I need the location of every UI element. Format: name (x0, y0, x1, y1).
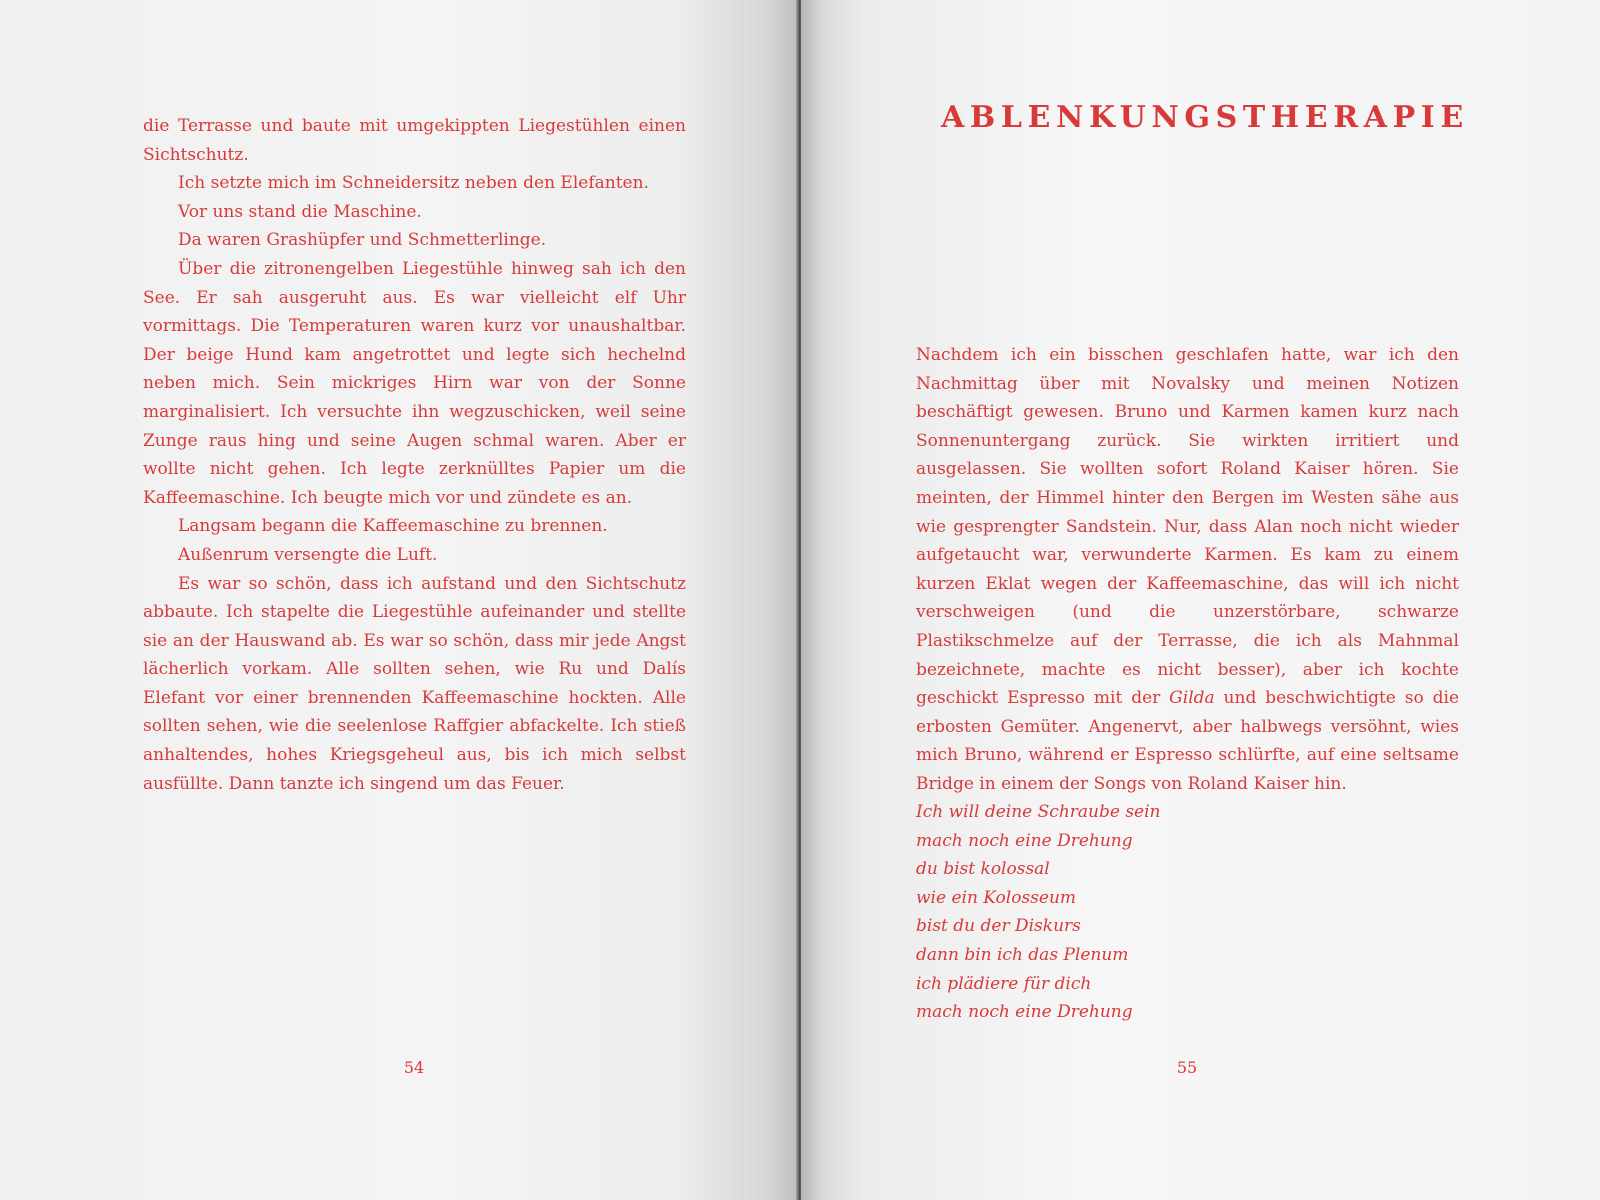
verse-line: mach noch eine Drehung (916, 1002, 1133, 1023)
paragraph: die Terrasse und baute mit umgekippten Liegestühlen einen Sichtschutz. (143, 116, 686, 165)
verse-line: ich plädiere für dich (916, 973, 1092, 994)
paragraph: Ich setzte mich im Schneidersitz neben den Elefanten. (178, 173, 649, 194)
verse-line: du bist kolossal (916, 859, 1050, 880)
verse-line: Ich will deine Schraube sein (916, 802, 1161, 822)
paragraph: Da waren Grashüpfer und Schmetterlinge. (178, 230, 547, 251)
paragraph-text: Nachdem ich ein bisschen geschlafen hatte, war ich den Nachmittag über mit Novalsky und meinen Notizen beschäftigt gewesen. Bruno und Karmen kamen kurz nach Sonnenuntergang zurück. Sie wirkten irritiert und ausgelassen. Sie wollten sofort Roland Kaiser hören. Sie meinten, der Himmel hinter den Bergen im Westen sähe aus wie gesprengter Sandstein. Nur, dass Alan noch nicht wieder aufgetaucht war, verwunderte Karmen. Es kam zu einem kurzen Eklat wegen der Kaffeemaschine, das will ich nicht verschweigen (und die unzerstörbare, schwarze Plastikschmelze auf der Terrasse, die ich als Mahnmal bezeichnete, machte es nicht besser), aber ich kochte geschickt Espresso mit der (916, 345, 1459, 709)
paragraph: Es war so schön, dass ich aufstand und den Sichtschutz abbaute. Ich stapelte die Liegestühle aufeinander und stellte sie an der Hauswand ab. Es war so schön, dass mir jede Angst lächerlich vorkam. Alle sollten sehen, wie Ru und Dalís Elefant vor einer brennenden Kaffeemaschine hockten. Alle sollten sehen, wie die seelenlose Raffgier abfackelte. Ich stieß anhaltendes, hohes Kriegsgeheul aus, bis ich mich selbst ausfüllte. Dann tanzte ich singend um das Feuer. (143, 573, 686, 794)
verse-line: mach noch eine Drehung (916, 830, 1133, 851)
italic-title: Gilda (1169, 688, 1215, 709)
paragraph: Über die zitronengelben Liegestühle hinweg sah ich den See. Er sah ausgeruht aus. Es war vielleicht elf Uhr vormittags. Die Temperaturen waren kurz vor unaushaltbar. Der beige Hund kam angetrottet und legte sich hechelnd neben mich. Sein mickriges Hirn war von der Sonne marginalisiert. Ich versuchte ihn wegzuschicken, weil seine Zunge raus hing und seine Augen schmal waren. Aber er wollte nicht gehen. Ich legte zerknülltes Papier um die Kaffeemaschine. Ich beugte mich vor und zündete es an. (143, 258, 686, 508)
verse-line: dann bin ich das Plenum (916, 944, 1129, 965)
left-page (0, 0, 799, 1200)
paragraph: Langsam begann die Kaffeemaschine zu brennen. (178, 516, 608, 537)
page-number-left: 54 (403, 1058, 425, 1077)
song-verse (916, 798, 1161, 1027)
right-page (801, 0, 1600, 1200)
left-page-body (143, 112, 686, 798)
chapter-title: ABLENKUNGSTHERAPIE (941, 100, 1469, 135)
verse-line: bist du der Diskurs (916, 916, 1081, 937)
paragraph (916, 341, 1459, 799)
paragraph-text: und beschwichtigte so die erbosten Gemüter. Angenervt, aber halbwegs versöhnt, wies mich Bruno, während er Espresso schlürfte, auf eine seltsame Bridge in einem der Songs von Roland Kaiser hin. (916, 688, 1460, 794)
verse-line: wie ein Kolosseum (916, 887, 1077, 908)
right-page-body (916, 341, 1459, 799)
paragraph: Außenrum versengte die Luft. (178, 544, 438, 565)
page-number-right: 55 (1176, 1058, 1198, 1077)
paragraph: Vor uns stand die Maschine. (178, 201, 422, 222)
